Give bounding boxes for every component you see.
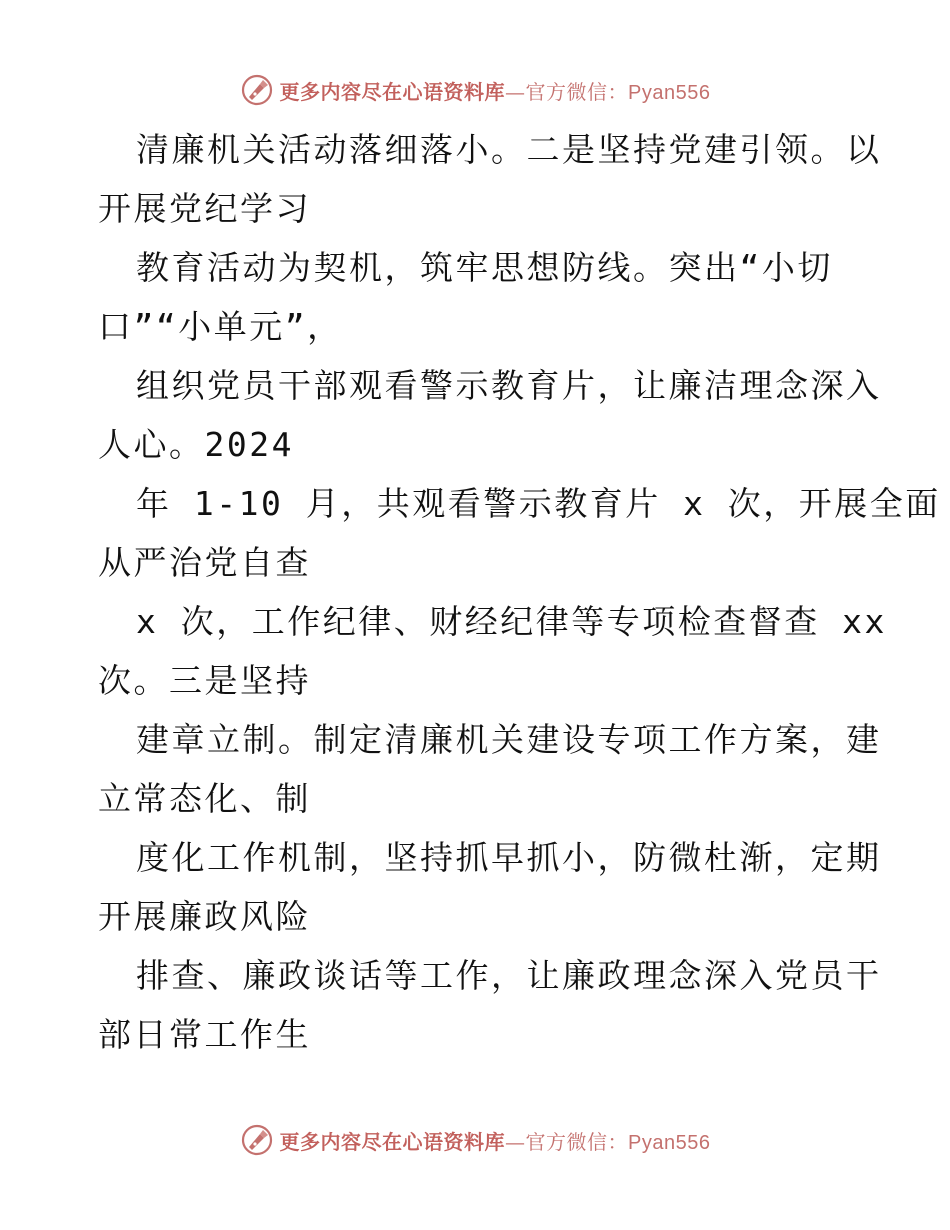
text-line: 排查、廉政谈话等工作，让廉政理念深入党员干 (136, 956, 882, 995)
footer-wechat-label: 官方微信： (525, 1129, 629, 1154)
text-line: 从严治党自查 (98, 543, 311, 582)
text-line: 年 1-10 月，共观看警示教育片 x 次，开展全面 (136, 484, 941, 523)
header-watermark-banner (0, 70, 950, 110)
text-line: 次。三是坚持 (98, 661, 311, 700)
text-line: 口”“小单元”， (98, 307, 343, 346)
header-wechat-label: 官方微信： (525, 79, 629, 104)
text-line: x 次，工作纪律、财经纪律等专项检查督查 xx (136, 602, 887, 641)
text-line: 清廉机关活动落细落小。二是坚持党建引领。以 (136, 130, 882, 169)
text-line: 建章立制。制定清廉机关建设专项工作方案，建 (136, 720, 882, 759)
text-line: 教育活动为契机，筑牢思想防线。突出“小切 (136, 248, 833, 287)
pen-nib-logo-icon (240, 73, 274, 107)
text-line: 人心。2024 (98, 425, 294, 464)
header-brand: 更多内容尽在心语资料库 (279, 79, 506, 104)
text-line: 部日常工作生 (98, 1015, 311, 1054)
document-body (98, 120, 941, 1064)
footer-watermark-banner (0, 1120, 950, 1160)
text-line: 立常态化、制 (98, 779, 311, 818)
text-line: 开展党纪学习 (98, 189, 311, 228)
footer-dash: — (505, 1129, 526, 1154)
footer-brand: 更多内容尽在心语资料库 (279, 1129, 506, 1154)
header-wechat-id: Pyan556 (628, 81, 711, 104)
text-line: 度化工作机制，坚持抓早抓小，防微杜渐，定期 (136, 838, 882, 877)
text-line: 组织党员干部观看警示教育片，让廉洁理念深入 (136, 366, 882, 405)
header-dash: — (505, 79, 526, 104)
pen-nib-logo-icon (240, 1123, 274, 1157)
footer-wechat-id: Pyan556 (628, 1131, 711, 1154)
footer-watermark-text (280, 1126, 711, 1155)
text-line: 开展廉政风险 (98, 897, 311, 936)
header-watermark-text (280, 76, 711, 105)
